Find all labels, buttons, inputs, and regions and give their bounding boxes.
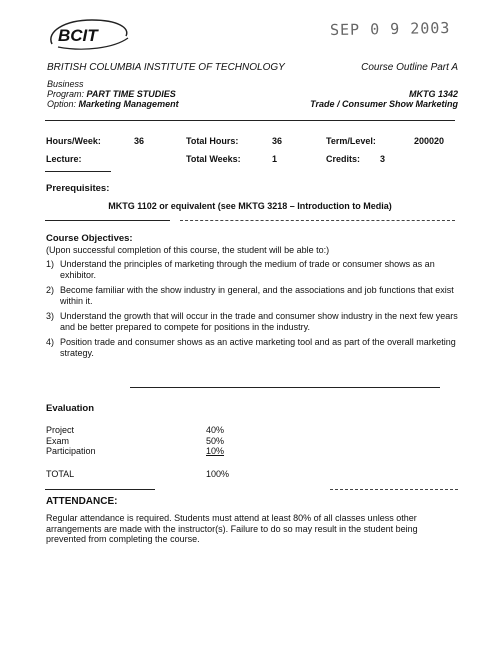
total-weeks-value: 1 xyxy=(272,154,278,164)
objectives-title: Course Objectives: xyxy=(46,233,133,244)
evaluation-title: Evaluation xyxy=(46,403,95,414)
objective-item: 2) Become familiar with the show industry in general, and the associations and job functions that exist within it. xyxy=(46,285,454,306)
program-block xyxy=(47,79,179,109)
course-code: MKTG 1342 xyxy=(408,89,458,99)
total-hours-value: 36 xyxy=(272,136,283,146)
attendance-text: Regular attendance is required. Students must attend at least 80% of all classes unless other arrangements are made with the instructor(s). Failure to do so may result in the student being prevented from completing the course. xyxy=(46,513,418,544)
program-name: PART TIME STUDIES xyxy=(86,89,176,99)
prerequisites-text: MKTG 1102 or equivalent (see MKTG 3218 – Introduction to Media) xyxy=(108,201,392,211)
objective-item: 3) Understand the growth that will occur in the trade and consumer show industry in the next few years and be better prepared to compete for positions in the industry. xyxy=(46,311,458,332)
program-line: Program: PART TIME STUDIES xyxy=(47,89,176,99)
credits-value: 3 xyxy=(380,154,386,164)
divider xyxy=(130,387,440,388)
lecture-label: Lecture: xyxy=(46,154,82,164)
total-weeks-label: Total Weeks: xyxy=(186,154,241,164)
divider xyxy=(45,220,170,221)
evaluation-table xyxy=(46,425,224,457)
option-line: Option: Marketing Management xyxy=(47,99,179,109)
objective-item: 4) Position trade and consumer shows as an active marketing tool and as part of the overall marketing strategy. xyxy=(46,337,456,358)
evaluation-total: TOTAL 100% xyxy=(46,469,230,479)
institute-name: BRITISH COLUMBIA INSTITUTE OF TECHNOLOGY xyxy=(47,62,285,73)
svg-text:BCIT: BCIT xyxy=(58,26,98,45)
school-name: Business xyxy=(47,79,84,89)
course-title: Trade / Consumer Show Marketing xyxy=(310,99,458,109)
evaluation-row: Participation 10% xyxy=(46,446,225,456)
objectives-intro: (Upon successful completion of this course, the student will be able to:) xyxy=(46,244,330,255)
evaluation-row: Project 40% xyxy=(46,425,225,435)
hours-week-label: Hours/Week: xyxy=(46,136,101,146)
prerequisites-title: Prerequisites: xyxy=(46,183,110,194)
divider xyxy=(45,120,455,121)
divider xyxy=(45,171,111,172)
divider xyxy=(180,220,455,221)
total-hours-label: Total Hours: xyxy=(186,136,239,146)
course-objectives xyxy=(46,234,466,363)
course-id-block xyxy=(310,89,458,109)
term-level-label: Term/Level: xyxy=(326,136,376,146)
credits-label: Credits: xyxy=(326,154,361,164)
option-name: Marketing Management xyxy=(78,99,179,109)
divider xyxy=(330,489,458,490)
objective-item: 1) Understand the principles of marketing through the medium of trade or consumer shows as an exhibitor. xyxy=(46,259,435,280)
received-date-stamp: SEP 0 9 2003 xyxy=(329,18,451,40)
course-outline-label: Course Outline Part A xyxy=(361,62,458,73)
divider xyxy=(45,489,155,490)
hours-week-value: 36 xyxy=(134,136,145,146)
attendance-title: ATTENDANCE: xyxy=(46,496,118,507)
bcit-logo xyxy=(44,14,134,54)
term-level-value: 200020 xyxy=(414,136,445,146)
evaluation-row: Exam 50% xyxy=(46,435,225,446)
